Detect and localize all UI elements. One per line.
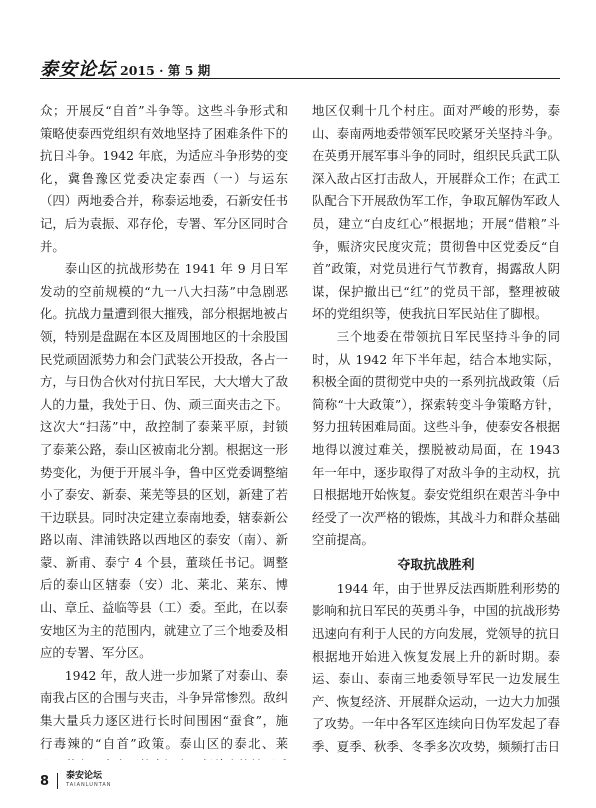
journal-logo: 泰安论坛 bbox=[40, 59, 116, 80]
footer-brand bbox=[66, 772, 112, 790]
page-footer bbox=[40, 772, 112, 790]
footer-brand-en: TAIANLUNTAN bbox=[66, 782, 112, 788]
paragraph: 泰山区的抗战形势在 1941 年 9 月日军发动的空前规模的“九一八大扫荡”中急剧恶化。抗战力量遭到很大摧残，部分根据地被占领，特别是盘踞在本区及周围地区的十余股国民党顽固派势力和会门武装公开投敌，各占一方，与日伪合伙对付抗日军民，大大增大了敌人的力量，我处于日、伪、顽三面夹击之下。这次大“扫荡”中，敌控制了泰莱平原，封锁了泰莱公路，泰山区被南北分割。根据这一形势变化，为便于开展斗争，鲁中区党委调整缩小了泰安、新泰、莱芜等县的区划，新建了若干边联县。同时决定建立泰南地委，辖泰新公路以南、津浦铁路以西地区的泰安（南）、新蒙、新甫、泰宁 4 个县，董琰任书记。调整后的泰山区辖泰（安）北、莱北、莱东、博山、章丘、益临等县（工）委。至此，在以泰安地区为主的范围内，就建立了三个地委及相应的专署、军分区。 bbox=[40, 261, 288, 661]
header-divider bbox=[40, 78, 560, 79]
paragraph: 地区仅剩十几个村庄。面对严峻的形势，泰山、泰南两地委带领军民咬紧牙关坚持斗争。在英勇开展军事斗争的同时，组织民兵武工队深入敌占区打击敌人，开展群众工作；在武工队配合下开展敌伪军工作，争取瓦解伪军政人员，建立“白皮红心”根据地；开展“借粮”斗争，赈济灾民度灾荒；贯彻鲁中区党委反“自首”政策，对党员进行气节教育，揭露敌人阴谋，保护撤出已“红”的党员干部，整理被破坏的党组织等，使我抗日军民站住了脚根。 bbox=[312, 103, 560, 322]
section-heading: 夺取抗战胜利 bbox=[397, 557, 475, 573]
paragraph: 1942 年，敌人进一步加紧了对泰山、泰南我占区的合围与夹击，斗争异常惨烈。敌纠集大量兵力逐区进行长时间围困“蚕食”，施行毒辣的“自首”政策。泰山区的泰北、莱 bbox=[40, 667, 288, 751]
paragraph: 三个地委在带领抗日军民坚持斗争的同时，从 1942 年下半年起，结合本地实际，积极全面的贯彻党中央的一系列抗战政策（后简称“十大政策”），探索转变斗争策略方针，努力扭转困难局面。这些斗争，使泰安各根据地得以渡过难关，摆脱被动局面，在 1943 年一年中，逐步取得了对敌斗争的主动权，抗日根据地开始恢复。泰安党组织在艰苦斗争中经受了一次严格的锻炼，其战斗力和群众基础空前提高。 bbox=[312, 328, 560, 548]
paragraph: 1944 年，由于世界反法西斯胜利形势的影响和抗日军民的英勇斗争，中国的抗战形势迅速向有利于人民的方向发展，党领导的抗日根据地开始进入恢复发展上升的新时期。泰运、泰山、泰南三地委领导军民一边发展生产、恢复经济、开展群众运动，一边大力加强了攻势。一年中各军区连续向日伪军发起了春季、夏季、秋季、冬季多次攻势，频频打击日 bbox=[312, 580, 560, 755]
page-number: 8 bbox=[40, 773, 50, 789]
paragraph: 众；开展反“自首”斗争等。这些斗争形式和策略使泰西党组织有效地坚持了困难条件下的抗日斗争。1942 年底，为适应斗争形势的变化，冀鲁豫区党委决定泰西（一）与运东（四）两地委合并，称泰运地委，石新安任书记，后为袁振、邓存伦，专署、军分区同时合并。 bbox=[40, 103, 288, 254]
left-column bbox=[40, 100, 288, 760]
footer-divider bbox=[57, 773, 58, 789]
issue-label: 2015 · 第 5 期 bbox=[120, 63, 211, 78]
footer-brand-cn: 泰安论坛 bbox=[66, 771, 103, 781]
page-header bbox=[40, 55, 560, 80]
right-column bbox=[312, 100, 560, 760]
